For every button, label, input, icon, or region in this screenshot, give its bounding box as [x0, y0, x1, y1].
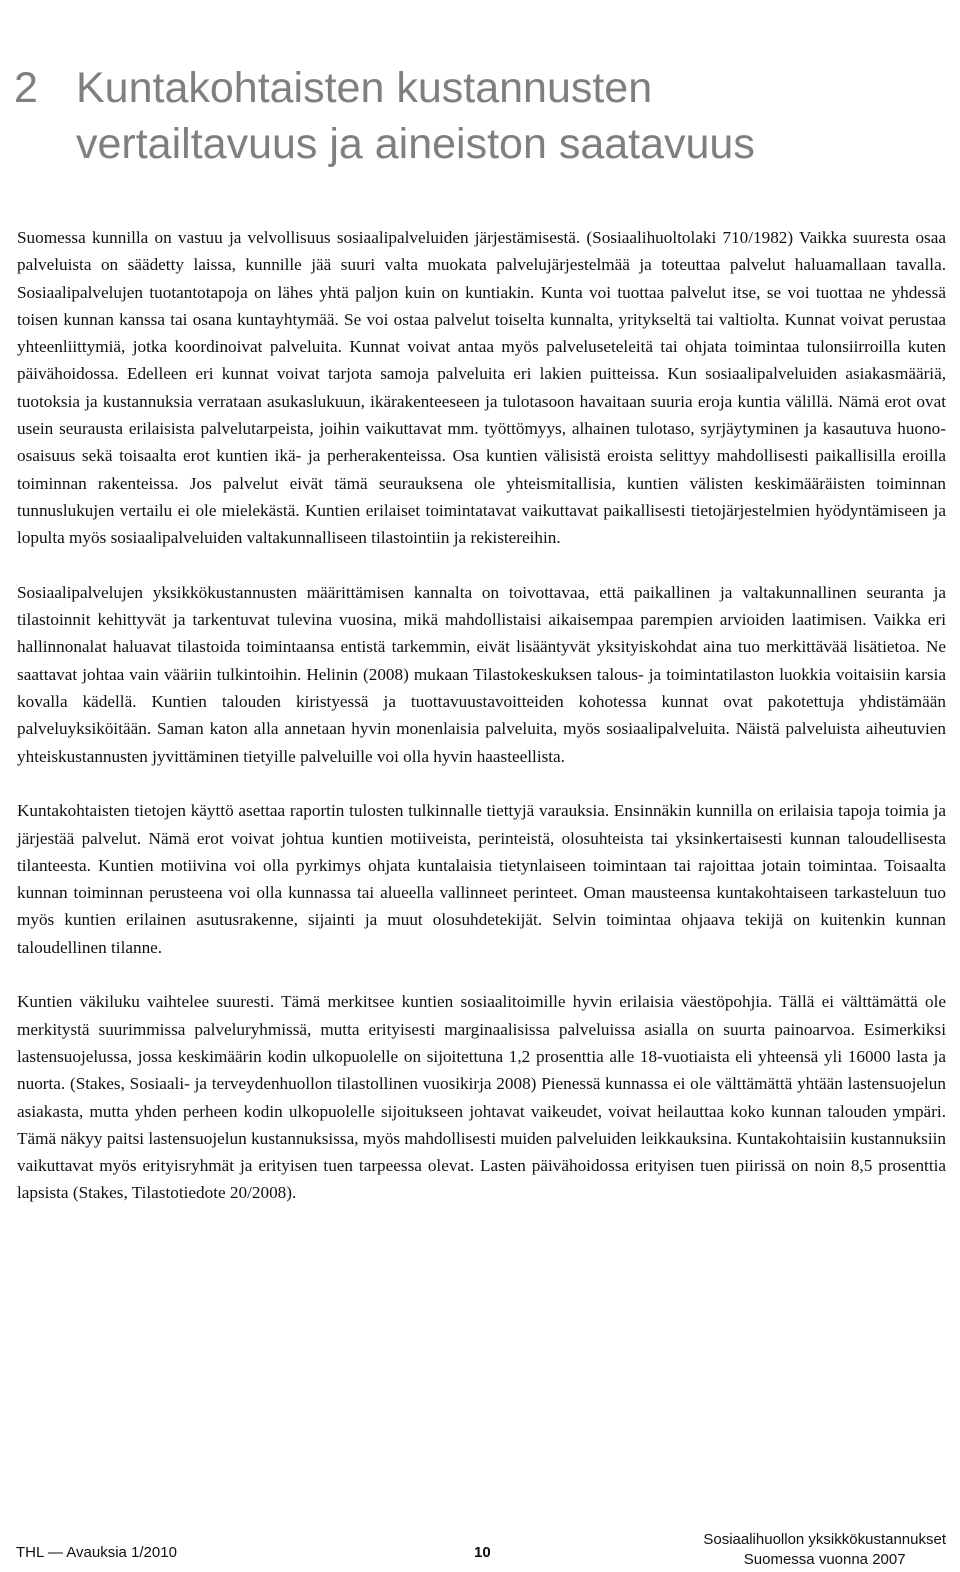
footer-report-title-line-2: Suomessa vuonna 2007	[743, 1551, 906, 1568]
footer-publication: THL — Avauksia 1/2010	[16, 1544, 177, 1561]
chapter-title	[76, 60, 944, 172]
chapter-heading	[14, 60, 944, 172]
footer-report-title-line-1: Sosiaalihuollon yksikkökustannukset	[703, 1531, 946, 1548]
chapter-title-line-1: Kuntakohtaisten kustannusten	[76, 64, 653, 112]
chapter-number: 2	[14, 64, 38, 112]
footer-report-title	[703, 1530, 946, 1570]
paragraph-4: Kuntien väkiluku vaihtelee suuresti. Tämä merkitsee kuntien sosiaalitoimille hyvin erilaisia väestöpohjia. Tällä ei välttämättä ole merkitystä suurimmissa palveluryhmissä, mutta erityisesti marginaalisissa palveluissa asialla on suurta painoarvoa. Esimerkiksi lastensuojelussa, jossa keskimäärin kodin ulkopuolelle on sijoitettuna 1,2 prosenttia alle 18-vuotiaista eli yhteensä yli 16000 lasta ja nuorta. (Stakes, Sosiaali- ja terveydenhuollon tilastollinen vuosikirja 2008) Pienessä kunnassa ei ole välttämättä yhtään lastensuojelun asiakasta, mutta yhden perheen kodin ulkopuolelle sijoitukseen johtavat vaikeudet, voivat heilauttaa koko kunnan talouden ympäri. Tämä näkyy paitsi lastensuojelun kustannuksissa, myös mahdollisesti muiden palveluiden leikkauksina. Kuntakohtaisiin kustannuksiin vaikuttavat myös erityisryhmät ja erityisen tuen tarpeessa olevat. Lasten päivähoidossa erityisen tuen piirissä on noin 8,5 prosenttia lapsista (Stakes, Tilastotiedote 20/2008).	[17, 992, 946, 1203]
paragraph-3: Kuntakohtaisten tietojen käyttö asettaa raportin tulosten tulkinnalle tiettyjä varauksia. Ensinnäkin kunnilla on erilaisia tapoja toimia ja järjestää palvelut. Nämä erot voivat johtua kuntien motiiveista, perinteistä, olosuhteista tai yksinkertaisesti kunnan taloudellisesta tilanteesta. Kuntien motiivina voi olla pyrkimys ohjata kuntalaisia tietynlaiseen toimintaan tai rajoittaa jotain toimintaa. Toisaalta kunnan toiminnan perusteena voi olla kunnassa tai alueella vallinneet perinteet. Oman mausteensa kuntakohtaiseen tarkasteluun tuo myös kuntien erilainen asutusrakenne, sijainti ja muut olosuhdetekijät. Selvin toimintaa ohjaava tekijä on kuitenkin kunnan taloudellinen tilanne.	[17, 801, 946, 957]
paragraph-2: Sosiaalipalvelujen yksikkökustannusten määrittämisen kannalta on toivottavaa, että paikallinen ja valtakunnallinen seuranta ja tilastoinnit kehittyvät ja tarkentuvat tulevina vuosina, mikä mahdollistaisi aikaisempaa parempien arvioiden laatimisen. Vaikka eri hallinnonalat haluavat tilastoida toimintaansa entistä tarkemmin, eivät lisääntyvät yksityiskohdat aina tuo merkittävää lisätietoa. Ne saattavat johtaa vain vääriin tulkintoihin. Helinin (2008) mukaan Tilastokeskuksen talous- ja toimintatilaston luokkia voitaisiin karsia kovalla kädellä. Kuntien talouden kiristyessä ja tuottavuustavoitteiden kohotessa kunnat ovat pakotettuja yhdistämään palveluyksiköitään. Saman katon alla annetaan hyvin monenlaisia palveluita, myös sosiaalipalveluita. Näistä palveluista aiheutuvien yhteiskustannusten jyvittäminen tietyille palveluille voi olla hyvin haasteellista.	[17, 582, 946, 766]
paragraph-1: Suomessa kunnilla on vastuu ja velvollisuus sosiaalipalveluiden järjestämisestä. (Sosiaalihuoltolaki 710/1982) Vaikka suuresta osaa palveluista on säädetty laissa, kunnille jää suuri valta muokata palvelujärjestelmää ja toteuttaa palvelut haluamallaan tavalla. Sosiaalipalvelujen tuotantotapoja on lähes yhtä paljon kuin on kuntiakin. Kunta voi tuottaa palvelut itse, se voi tuottaa ne yhdessä toisen kunnan kanssa tai osana kuntayhtymää. Se voi ostaa palvelut toiselta kunnalta, yritykseltä tai valtiolta. Kunnat voivat perustaa yhteenliittymiä, jotka koordinoivat palveluita. Kunnat voivat antaa myös palveluseteleitä tai ohjata toimintaa tulonsiirroilla kuten päivähoidossa. Edelleen eri kunnat voivat tarjota samoja palveluita eri lakien puitteissa. Kun sosiaalipalveluiden asiakasmääriä, tuotoksia ja kustannuksia verrataan asukaslukuun, ikärakenteeseen ja tulotasoon havaitaan suuria eroja kuntia välillä. Nämä erot ovat usein seurausta erilaisista palvelutarpeista, joihin vaikuttavat mm. työttömyys, alhainen tulotaso, syrjäytyminen ja kasautuva huono-osaisuus sekä toisaalta erot kuntien ikä- ja perherakenteissa. Osa kuntien välisistä eroista selittyy mahdollisesti paikallisilla eroilla toiminnan rakenteissa. Jos palvelut eivät tämä seurauksena ole yhteismitallisia, kuntien välisten keskimääräisten toiminnan tunnuslukujen vertailu ei ole mielekästä. Kuntien erilaiset toimintatavat vaikuttavat paikallisesti tietojärjestelmien hyödyntämiseen ja lopulta myös sosiaalipalveluiden valtakunnalliseen tilastointiin ja rekistereihin.	[17, 228, 946, 548]
page-number: 10	[474, 1544, 491, 1561]
page-footer	[0, 1528, 960, 1572]
chapter-title-line-2: vertailtavuus ja aineiston saatavuus	[76, 120, 755, 168]
body-text	[17, 224, 946, 1234]
